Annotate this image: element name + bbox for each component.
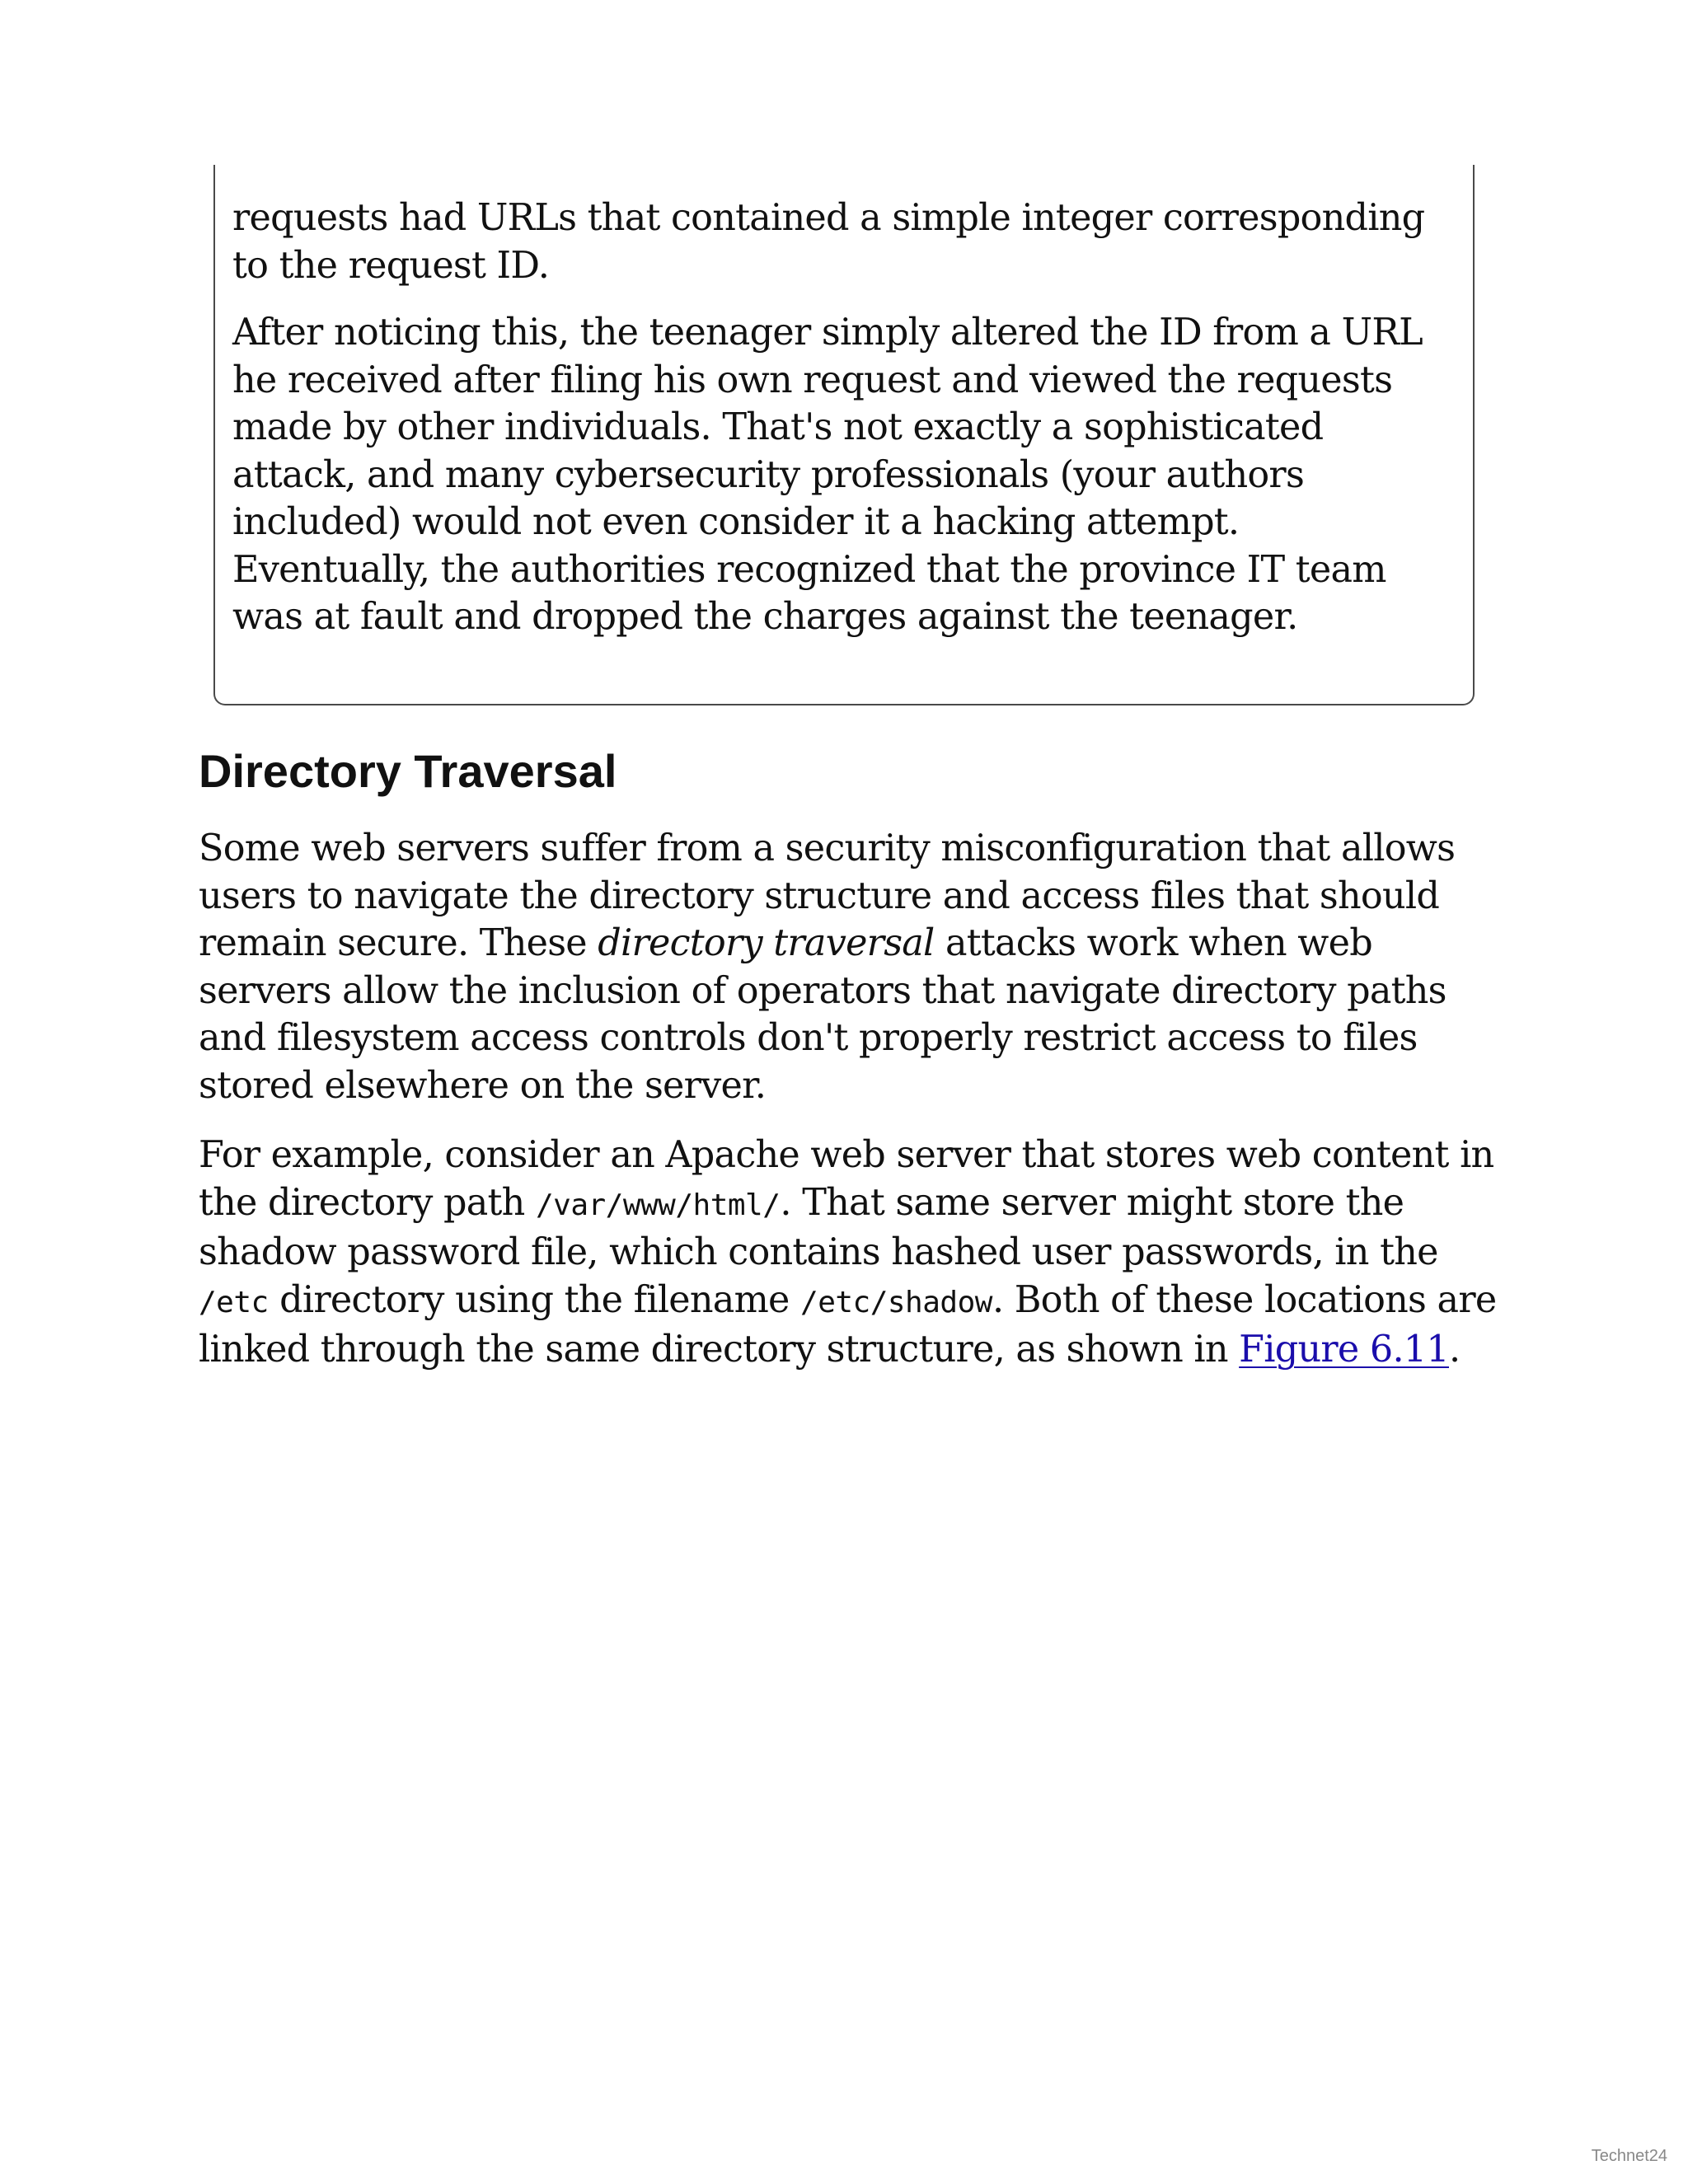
sidebar-box [213,165,1475,705]
sidebar-paragraph: requests had URLs that contained a simple integer corresponding to the request ID. [232,197,1425,287]
text-run: Some web servers suffer from a security misconfiguration that allows users to navigate the directory structure and access files that should remain secure. These [199,827,1456,964]
figure-link[interactable]: Figure 6.11 [1239,1329,1449,1371]
text-line: included) would not even consider it a hacking attempt. [232,501,1240,543]
text-line: Eventually, the authorities recognized that the province IT team [232,548,1386,591]
text-run: . [1449,1329,1461,1371]
text-line: attack, and many cybersecurity professionals (your authors [232,453,1305,496]
sidebar-paragraph [232,309,1432,641]
italic-term: directory traversal [598,922,935,964]
text-line: he received after filing his own request and viewed the requests [232,359,1393,401]
code-path: /var/www/html/ [535,1188,781,1222]
watermark: Technet24 [1591,2147,1667,2165]
body-paragraph [199,1132,1501,1374]
body-paragraph [199,825,1501,1109]
text-line: After noticing this, the teenager simply altered the ID from a URL [232,312,1423,354]
text-run: attacks work when web servers allow the inclusion of operators that navigate directory paths and filesystem access controls don't properly restrict access to files stored elsewhere on the server. [199,922,1447,1107]
section-heading: Directory Traversal [199,745,617,797]
text-line: was at fault and dropped the charges against the teenager. [232,596,1298,638]
text-run: For example, consider an Apache web server that stores web content in the directory path [199,1134,1494,1224]
text-run: . Both of these locations are linked through the same directory structure, as shown in [199,1278,1497,1371]
text-run: directory using the filename [268,1278,801,1321]
text-run: . That same server might store the shadow password file, which contains hashed user passwords, in the [199,1181,1438,1273]
text-line: made by other individuals. That's not exactly a sophisticated [232,406,1324,448]
code-path: /etc/shadow [800,1285,992,1319]
code-path: /etc [199,1285,269,1319]
